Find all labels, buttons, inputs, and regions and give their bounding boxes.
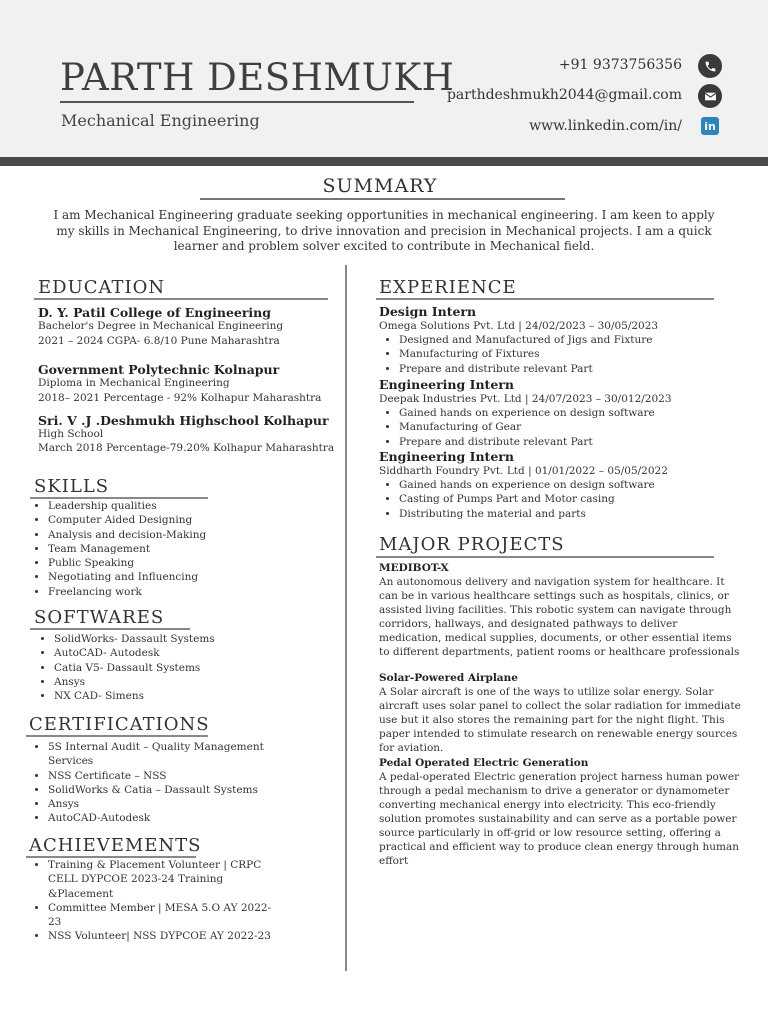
project-description: A pedal-operated Electric generation project harness human power through a pedal mechanism to drive a generator or dynamometer converting mechanical energy into electricity. This eco-friendly solution promotes sustainability and can serve as a portable power source particularly in off-grid or low resource setting, offering a practical and efficient way to produce clean energy through human effort [379, 771, 740, 867]
skills-heading: SKILLS [34, 476, 110, 497]
job-point: • Gained hands on experience on design software [399, 478, 739, 492]
achievement-item: • Committee Member | MESA 5.O AY 2022-23 [48, 901, 278, 930]
education-detail: 2021 – 2024 CGPA- 6.8/10 Pune Maharashtra [38, 335, 280, 347]
summary-text: I am Mechanical Engineering graduate seeking opportunities in mechanical engineering. I am keen to apply my skills in Mechanical Engineering, to drive innovation and precision in Mechanical projects. I am a quick learner and problem solver excited to contribute in Mechanical field. [53, 208, 715, 253]
email-text[interactable]: parthdeshmukh2044@gmail.com [446, 87, 682, 103]
experience-underline [376, 298, 714, 300]
project-name: MEDIBOT-X [379, 562, 449, 574]
project-name: Solar-Powered Airplane [379, 672, 518, 684]
skills-list [28, 499, 348, 599]
software-item: • Catia V5- Dassault Systems [54, 661, 354, 675]
header-divider [0, 157, 768, 166]
skill-item: • Freelancing work [48, 585, 348, 599]
skill-item: • Negotiating and Influencing [48, 570, 348, 584]
education-detail: 2018– 2021 Percentage - 92% Kolhapur Maharashtra [38, 392, 322, 404]
linkedin-icon[interactable]: in [701, 117, 719, 135]
certifications-underline [26, 735, 208, 737]
job-title: Engineering Intern [379, 449, 514, 464]
software-item: • SolidWorks- Dassault Systems [54, 632, 354, 646]
project-item [379, 671, 741, 755]
school-name: Sri. V .J .Deshmukh Highschool Kolhapur [38, 413, 329, 428]
experience-item [379, 378, 739, 449]
project-description: An autonomous delivery and navigation system for healthcare. It can be in various healthcare settings such as hospitals, clinics, or assisted living facilities. This robotic system can navigate through corridors, hallways, and designated pathways to deliver medication, medical supplies, documents, or other essential items to different departments, patient rooms or healthcare professionals [379, 576, 740, 658]
summary-underline [200, 198, 565, 200]
job-point: • Distributing the material and parts [399, 507, 739, 521]
job-company: Deepak Industries Pvt. Ltd | 24/07/2023 – 30/012/2023 [379, 393, 672, 405]
certifications-heading: CERTIFICATIONS [29, 714, 210, 735]
softwares-heading: SOFTWARES [34, 607, 165, 628]
project-description: A Solar aircraft is one of the ways to utilize solar energy. Solar aircraft uses solar panel to collect the solar radiation for immediate use but it also stores the remaining part for the night flight. This paper intended to stimulate research on renewable energy sources for aviation. [379, 686, 741, 754]
summary-heading: SUMMARY [322, 175, 438, 197]
achievement-item: • Training & Placement Volunteer | CRPC CELL DYPCOE 2023-24 Training &Placement [48, 858, 278, 901]
education-underline [34, 298, 328, 300]
degree: Bachelor's Degree in Mechanical Engineering [38, 320, 284, 332]
projects-heading: MAJOR PROJECTS [379, 534, 565, 555]
certification-item: • AutoCAD-Autodesk [48, 811, 288, 825]
phone-text: +91 9373756356 [558, 57, 682, 73]
education-item [38, 306, 338, 348]
job-point: • Casting of Pumps Part and Motor casing [399, 492, 739, 506]
software-item: • Ansys [54, 675, 354, 689]
education-item [38, 363, 338, 405]
certification-item: • NSS Certificate – NSS [48, 769, 288, 783]
experience-item [379, 450, 739, 521]
softwares-underline [30, 628, 190, 630]
candidate-role: Mechanical Engineering [61, 111, 260, 130]
job-point: • Designed and Manufactured of Jigs and Fixture [399, 333, 739, 347]
skill-item: • Team Management [48, 542, 348, 556]
phone-icon [698, 54, 722, 78]
email-icon [698, 84, 722, 108]
certification-item: • SolidWorks & Catia – Dassault Systems [48, 783, 288, 797]
school-name: D. Y. Patil College of Engineering [38, 305, 272, 320]
education-heading: EDUCATION [38, 277, 166, 298]
achievements-heading: ACHIEVEMENTS [29, 835, 202, 856]
project-item [379, 756, 741, 868]
skill-item: • Public Speaking [48, 556, 348, 570]
achievement-item: • NSS Volunteer| NSS DYPCOE AY 2022-23 [48, 929, 278, 943]
experience-item [379, 305, 739, 376]
software-item: • NX CAD- Simens [54, 689, 354, 703]
degree: High School [38, 428, 104, 440]
job-point: • Prepare and distribute relevant Part [399, 435, 739, 449]
project-name: Pedal Operated Electric Generation [379, 757, 589, 769]
certification-item: • Ansys [48, 797, 288, 811]
education-detail: March 2018 Percentage-79.20% Kolhapur Maharashtra [38, 442, 335, 454]
school-name: Government Polytechnic Kolnapur [38, 362, 280, 377]
job-company: Omega Solutions Pvt. Ltd | 24/02/2023 – 30/05/2023 [379, 320, 659, 332]
skill-item: • Computer Aided Designing [48, 513, 348, 527]
software-item: • AutoCAD- Autodesk [54, 646, 354, 660]
job-point: • Manufacturing of Fixtures [399, 347, 739, 361]
skill-item: • Leadership qualities [48, 499, 348, 513]
candidate-name: PARTH DESHMUKH [60, 56, 455, 99]
education-item [38, 414, 338, 455]
achievements-list [28, 858, 278, 944]
job-title: Engineering Intern [379, 377, 514, 392]
job-point: • Gained hands on experience on design software [399, 406, 739, 420]
job-point: • Prepare and distribute relevant Part [399, 362, 739, 376]
degree: Diploma in Mechanical Engineering [38, 377, 230, 389]
job-title: Design Intern [379, 304, 477, 319]
job-point: • Manufacturing of Gear [399, 420, 739, 434]
linkedin-text[interactable]: www.linkedin.com/in/ [529, 118, 682, 134]
name-underline [60, 101, 414, 103]
column-divider [345, 265, 347, 971]
projects-underline [376, 556, 714, 558]
job-company: Siddharth Foundry Pvt. Ltd | 01/01/2022 – 05/05/2022 [379, 465, 668, 477]
certifications-list [28, 740, 288, 826]
softwares-list [34, 632, 354, 703]
experience-heading: EXPERIENCE [379, 277, 517, 298]
skill-item: • Analysis and decision-Making [48, 528, 348, 542]
project-item [379, 561, 741, 659]
certification-item: • 5S Internal Audit – Quality Management Services [48, 740, 288, 769]
